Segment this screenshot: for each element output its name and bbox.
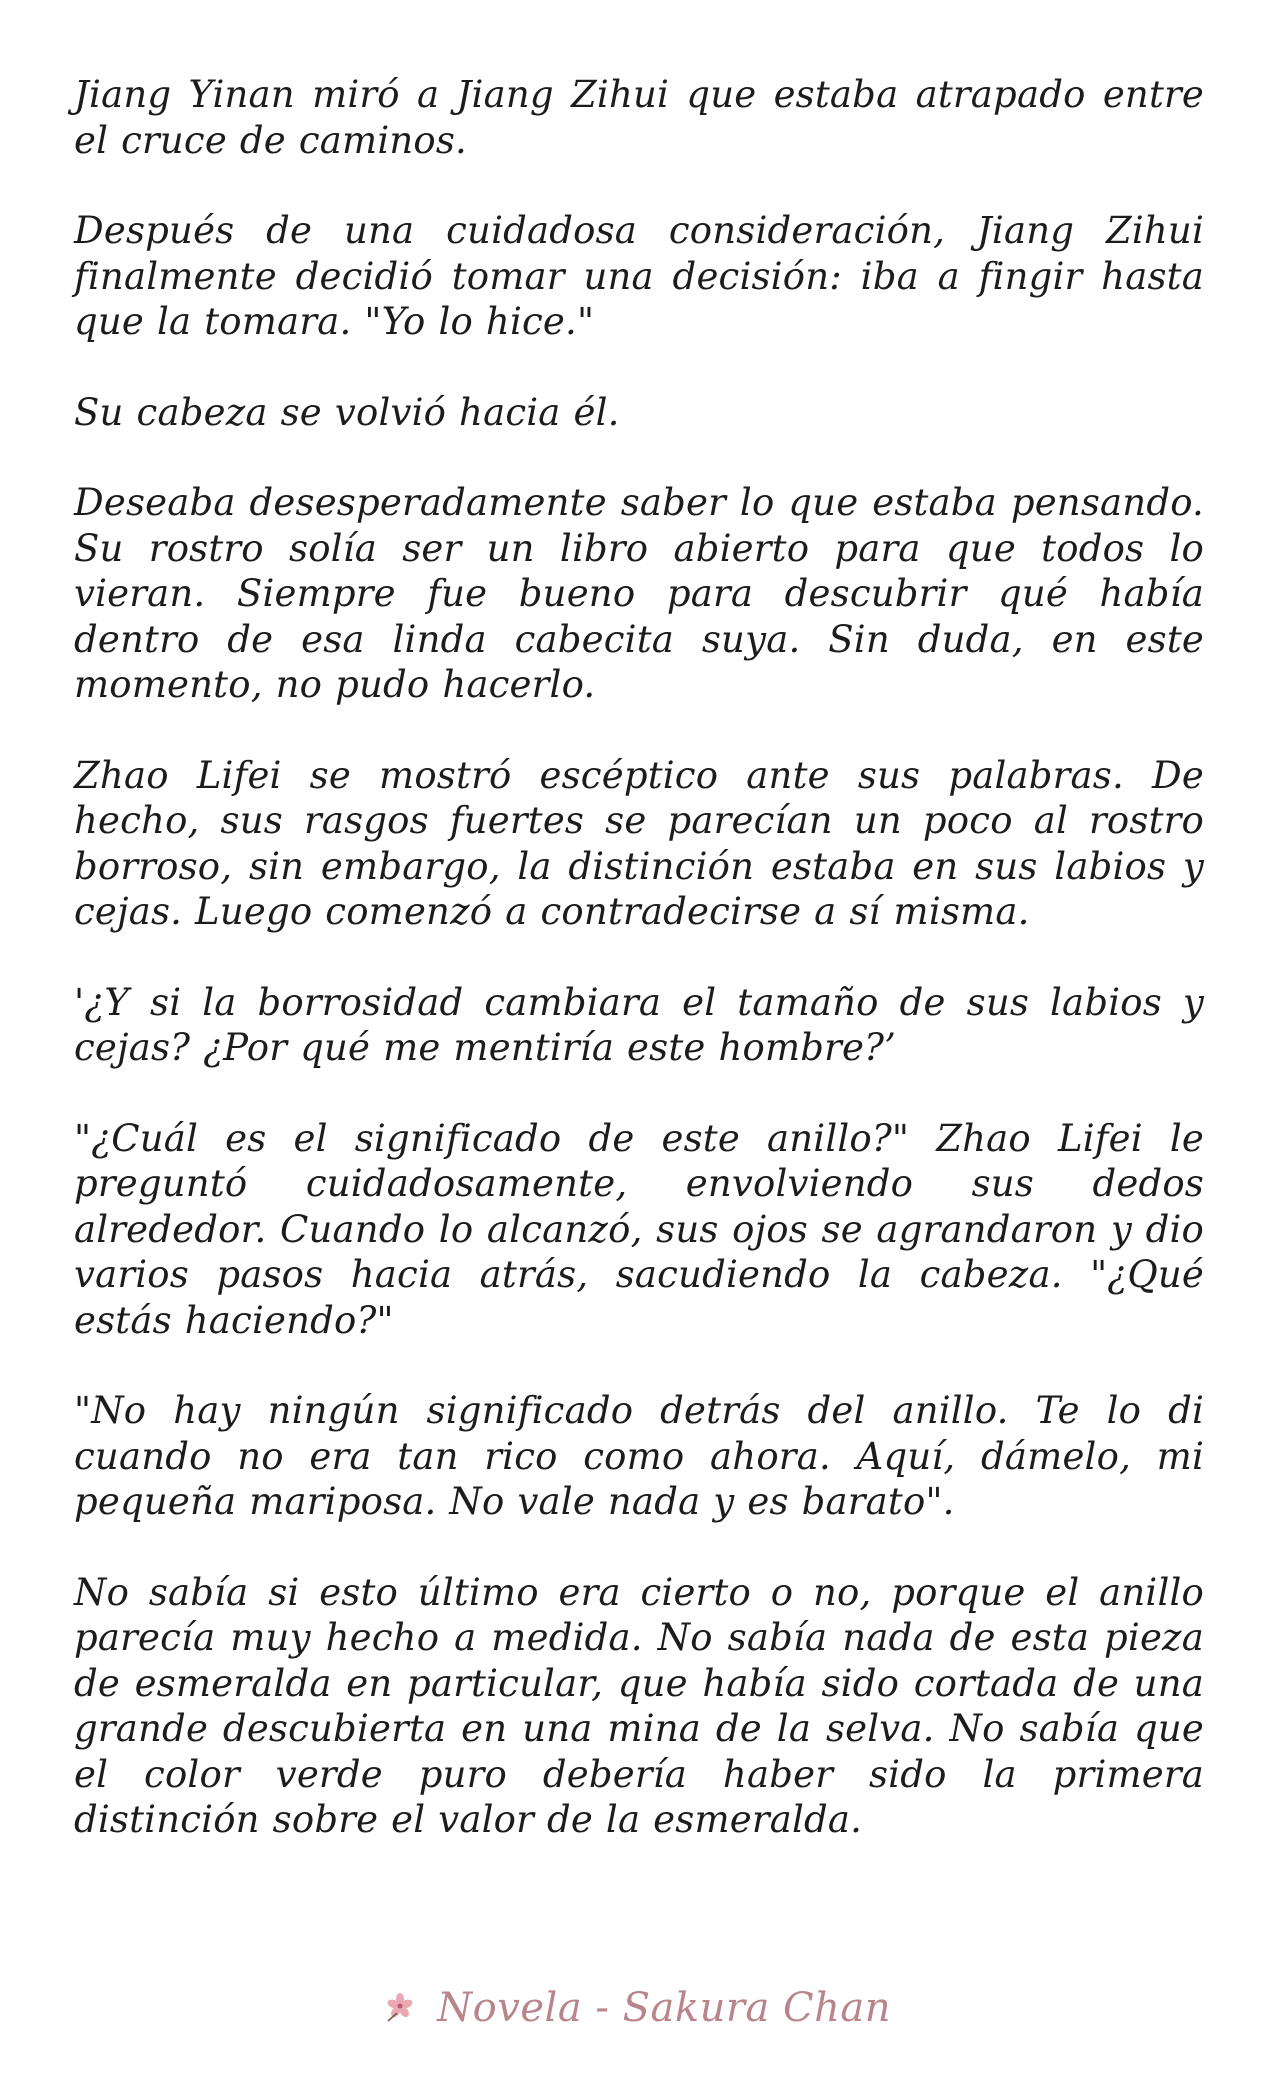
paragraph: Zhao Lifei se mostró escéptico ante sus palabras. De hecho, sus rasgos fuertes se parecían un poco al rostro borroso, sin embargo, la distinción estaba en sus labios y cejas. Luego comenzó a contradecirse a sí misma. bbox=[74, 753, 1204, 933]
paragraph: No sabía si esto último era cierto o no, porque el anillo parecía muy hecho a medida. No sabía nada de esta pieza de esmeralda en particular, que había sido cortada de una grande descubierta en una mina de la selva. No sabía que el color verde puro debería haber sido la primera distinción sobre el valor de la esmeralda. bbox=[74, 1570, 1204, 1841]
paragraph: Su cabeza se volvió hacia él. bbox=[74, 390, 620, 434]
paragraph: '¿Y si la borrosidad cambiara el tamaño de sus labios y cejas? ¿Por qué me mentiría este hombre?’ bbox=[74, 980, 1204, 1069]
watermark bbox=[0, 1985, 1275, 2031]
watermark-text: Novela - Sakura Chan bbox=[437, 1985, 892, 2031]
paragraph: Deseaba desesperadamente saber lo que estaba pensando. Su rostro solía ser un libro abierto para que todos lo vieran. Siempre fue bueno para descubrir qué había dentro de esa linda cabecita suya. Sin duda, en este momento, no pudo hacerlo. bbox=[74, 481, 1204, 706]
sakura-flower-icon bbox=[384, 1989, 418, 2023]
paragraph: Jiang Yinan miró a Jiang Zihui que estaba atrapado entre el cruce de caminos. bbox=[74, 73, 1204, 162]
paragraph: "No hay ningún significado detrás del anillo. Te lo di cuando no era tan rico como ahora. Aquí, dámelo, mi pequeña mariposa. No vale nada y es barato". bbox=[74, 1389, 1204, 1523]
paragraph: Después de una cuidadosa consideración, Jiang Zihui finalmente decidió tomar una decisión: iba a fingir hasta que la tomara. "Yo lo hice." bbox=[74, 209, 1204, 343]
document-body bbox=[74, 72, 1204, 1888]
paragraph: "¿Cuál es el significado de este anillo?" Zhao Lifei le preguntó cuidadosamente, envolviendo sus dedos alrededor. Cuando lo alcanzó, sus ojos se agrandaron y dio varios pasos hacia atrás, sacudiendo la cabeza. "¿Qué estás haciendo?" bbox=[74, 1116, 1204, 1342]
